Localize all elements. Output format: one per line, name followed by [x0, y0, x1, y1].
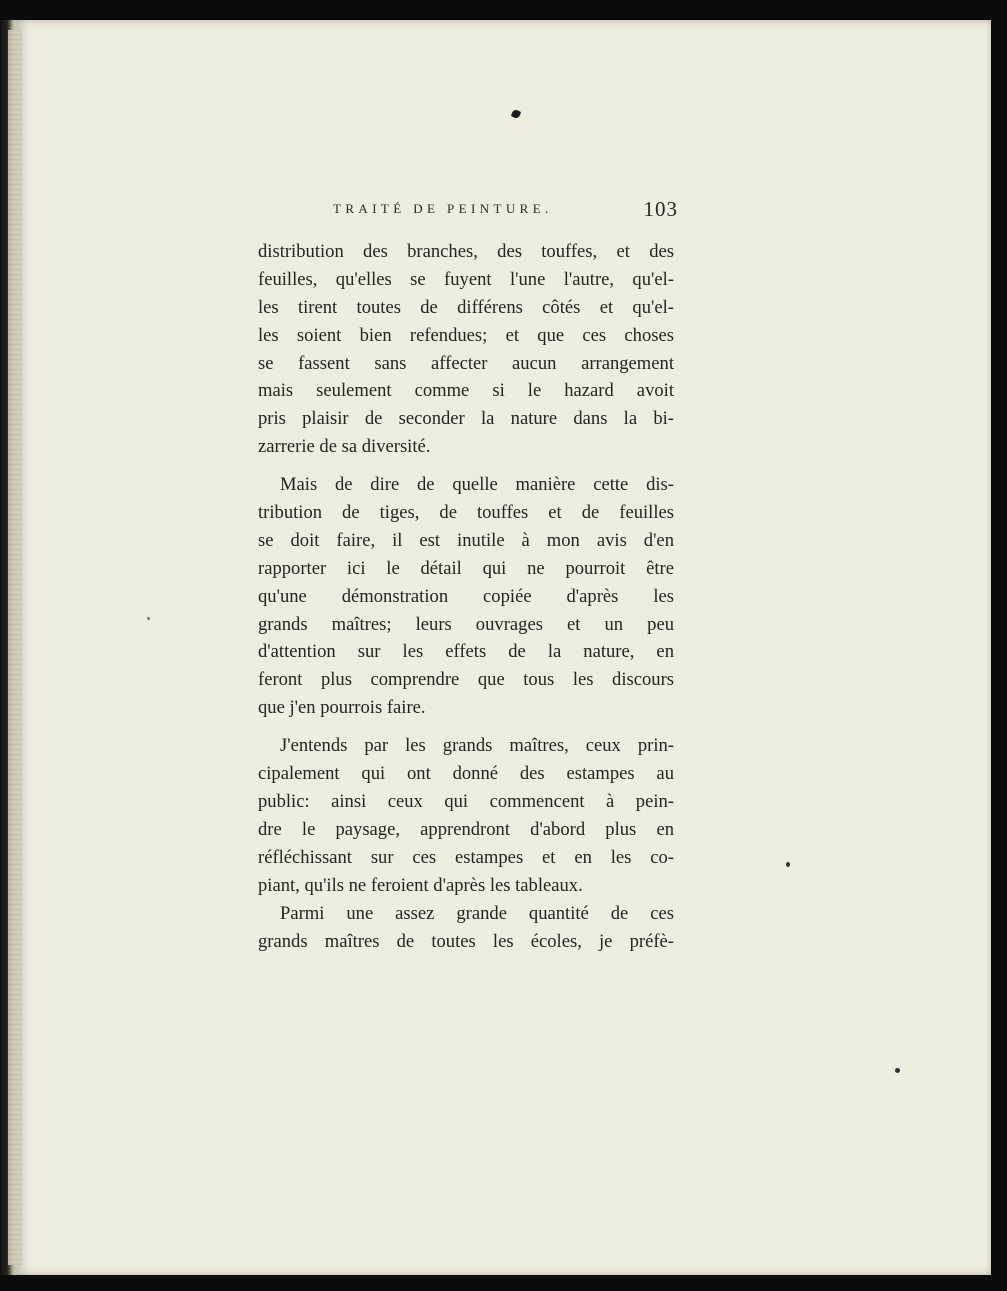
- text-line: feuilles, qu'elles se fuyent l'une l'autre, qu'el-: [258, 268, 674, 290]
- text-line: grands maîtres; leurs ouvrages et un peu: [258, 613, 674, 635]
- page-number: 103: [643, 197, 678, 221]
- text-line: public: ainsi ceux qui commencent à pein-: [258, 790, 674, 812]
- running-head: TRAITÉ DE PEINTURE.: [333, 201, 553, 216]
- ink-speck: [895, 1068, 900, 1073]
- text-line: se doit faire, il est inutile à mon avis d'en: [258, 529, 674, 551]
- body-text: [258, 238, 674, 956]
- text-line: Parmi une assez grande quantité de ces: [280, 903, 674, 925]
- text-line: tribution de tiges, de touffes et de feuilles: [258, 502, 674, 524]
- text-line: Mais de dire de quelle manière cette dis-: [280, 474, 674, 496]
- paragraph-gap: [258, 722, 674, 732]
- text-line: piant, qu'ils ne feroient d'après les tableaux.: [258, 874, 583, 896]
- ink-speck: [786, 862, 790, 867]
- text-line: réfléchissant sur ces estampes et en les co-: [258, 846, 674, 868]
- page-header: [333, 197, 678, 225]
- page-edge: [8, 30, 22, 1265]
- text-line: se fassent sans affecter aucun arrangement: [258, 352, 674, 374]
- text-line: les tirent toutes de différens côtés et qu'el-: [258, 296, 674, 318]
- text-line: zarrerie de sa diversité.: [258, 436, 431, 458]
- text-line: que j'en pourrois faire.: [258, 697, 426, 719]
- ink-speck: [147, 617, 150, 620]
- text-line: rapporter ici le détail qui ne pourroit être: [258, 557, 674, 579]
- text-line: dre le paysage, apprendront d'abord plus en: [258, 818, 674, 840]
- text-line: pris plaisir de seconder la nature dans la bi-: [258, 408, 674, 430]
- text-line: d'attention sur les effets de la nature, en: [258, 641, 674, 663]
- text-line: feront plus comprendre que tous les discours: [258, 669, 674, 691]
- text-line: cipalement qui ont donné des estampes au: [258, 763, 674, 785]
- text-line: grands maîtres de toutes les écoles, je préfè-: [258, 931, 674, 953]
- text-line: distribution des branches, des touffes, et des: [258, 241, 674, 262]
- text-line: qu'une démonstration copiée d'après les: [258, 585, 674, 607]
- text-line: J'entends par les grands maîtres, ceux prin-: [280, 735, 674, 757]
- text-line: les soient bien refendues; et que ces choses: [258, 324, 674, 346]
- paragraph-gap: [258, 461, 674, 471]
- text-line: mais seulement comme si le hazard avoit: [258, 380, 674, 402]
